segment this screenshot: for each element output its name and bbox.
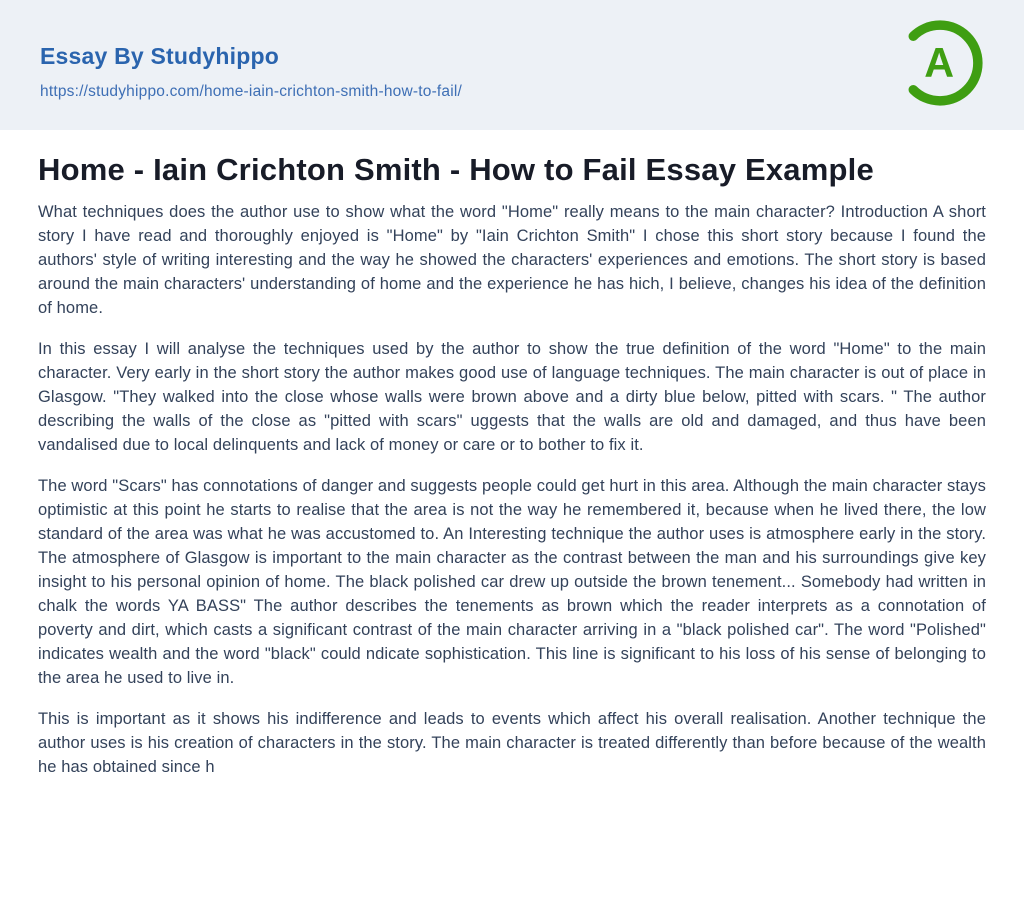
studyhippo-logo-icon	[897, 20, 983, 106]
essay-paragraph-3: The word "Scars" has connotations of danger and suggests people could get hurt in this area. Although the main character stays optimistic at this point he starts to realise that the area is not the way he remembered it, because when he lived there, the low standard of the area was what he was accustomed to. An Interesting technique the author uses is atmosphere early in the story. The atmosphere of Glasgow is important to the main character as the contrast between the man and his surroundings give key insight to his personal opinion of home. The black polished car drew up outside the brown tenement... Somebody had written in chalk the words YA BASS" The author describes the tenements as brown which the reader interprets as a connotation of poverty and dirt, which casts a significant contrast of the main character arriving in a "black polished car". The word "Polished" indicates wealth and the word "black" could ndicate sophistication. This line is significant to his loss of his sense of belonging to the area he used to live in.	[38, 477, 986, 687]
page-header	[0, 0, 1024, 130]
essay-paragraph-2: In this essay I will analyse the techniques used by the author to show the true definition of the word "Home" to the main character. Very early in the short story the author makes good use of language techniques. The main character is out of place in Glasgow. "They walked into the close whose walls were brown above and a dirty blue below, pitted with scars. " The author describing the walls of the close as "pitted with scars" uggests that the walls are old and damaged, and thus have been vandalised due to local delinquents and lack of money or care or to bother to fix it.	[38, 340, 986, 454]
essay-paragraph-4: This is important as it shows his indifference and leads to events which affect his overall realisation. Another technique the author uses is his creation of characters in the story. The main character is treated differently than before because of the wealth he has obtained since h	[38, 710, 986, 776]
article-content	[0, 130, 1024, 779]
site-label: Essay By Studyhippo	[40, 43, 279, 69]
logo-letter: A	[924, 39, 955, 86]
source-url-link[interactable]: https://studyhippo.com/home-iain-crichton-smith-how-to-fail/	[40, 83, 463, 101]
page-title: Home - Iain Crichton Smith - How to Fail Essay Example	[38, 152, 874, 187]
essay-paragraph-1: What techniques does the author use to show what the word "Home" really means to the main character? Introduction A short story I have read and thoroughly enjoyed is "Home" by "Iain Crichton Smith" I chose this short story because I found the authors' style of writing interesting and the way he showed the characters' experiences and emotions. The short story is based around the main characters' understanding of home and the experience he has hich, I believe, changes his idea of the definition of home.	[38, 203, 986, 317]
